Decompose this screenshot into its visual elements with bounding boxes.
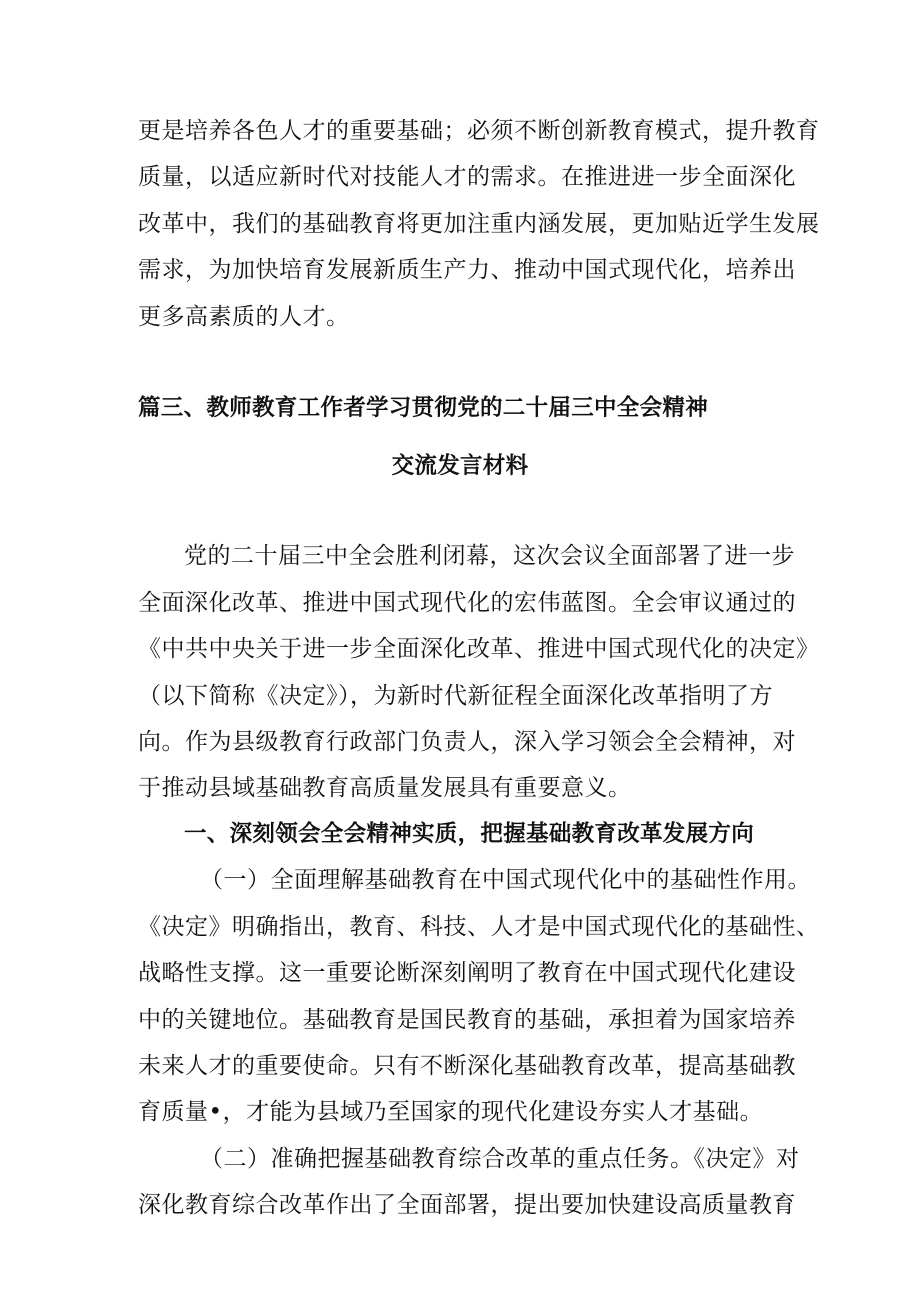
carryover-line: 需求，为加快培育发展新质生产力、推动中国式现代化，培养出 xyxy=(138,257,796,283)
subsection-line: 育质量•，才能为县域乃至国家的现代化建设夯实人才基础。 xyxy=(138,1099,764,1125)
carryover-line: 更是培养各色人才的重要基础；必须不断创新教育模式，提升教育 xyxy=(138,118,820,144)
intro-line: （以下简称《决定》），为新时代新征程全面深化改革指明了方 xyxy=(138,683,773,709)
subsection-line: 深化教育综合改革作出了全面部署，提出要加快建设高质量教育 xyxy=(138,1192,796,1218)
article-title-line1: 篇三、教师教育工作者学习贯彻党的二十届三中全会精神 xyxy=(138,395,709,421)
subsection-line: 战略性支撑。这一重要论断深刻阐明了教育在中国式现代化建设 xyxy=(138,960,796,986)
subsection-line: 中的关键地位。基础教育是国民教育的基础，承担着为国家培养 xyxy=(138,1007,796,1033)
carryover-line: 改革中，我们的基础教育将更加注重内涵发展，更加贴近学生发展 xyxy=(138,211,820,237)
intro-line: 于推动县域基础教育高质量发展具有重要意义。 xyxy=(138,775,632,801)
carryover-line: 质量，以适应新时代对技能人才的需求。在推进进一步全面深化 xyxy=(138,164,796,190)
carryover-line: 更多高素质的人才。 xyxy=(138,304,350,330)
subsection-line: （一）全面理解基础教育在中国式现代化中的基础性作用。 xyxy=(200,867,811,893)
subsection-line: （二）准确把握基础教育综合改革的重点任务。《决定》对 xyxy=(200,1146,800,1172)
article-title-line2: 交流发言材料 xyxy=(391,453,529,479)
intro-line: 全面深化改革、推进中国式现代化的宏伟蓝图。全会审议通过的 xyxy=(138,590,796,616)
section-heading: 一、深刻领会全会精神实质，把握基础教育改革发展方向 xyxy=(184,821,755,847)
subsection-line: 未来人才的重要使命。只有不断深化基础教育改革，提高基础教 xyxy=(138,1053,796,1079)
intro-line: 向。作为县级教育行政部门负责人，深入学习领会全会精神，对 xyxy=(138,729,796,755)
subsection-line: 《决定》明确指出，教育、科技、人才是中国式现代化的基础性、 xyxy=(138,914,820,940)
intro-line: 《中共中央关于进一步全面深化改革、推进中国式现代化的决定》 xyxy=(138,636,820,662)
intro-line: 党的二十届三中全会胜利闭幕，这次会议全面部署了进一步 xyxy=(184,543,795,569)
